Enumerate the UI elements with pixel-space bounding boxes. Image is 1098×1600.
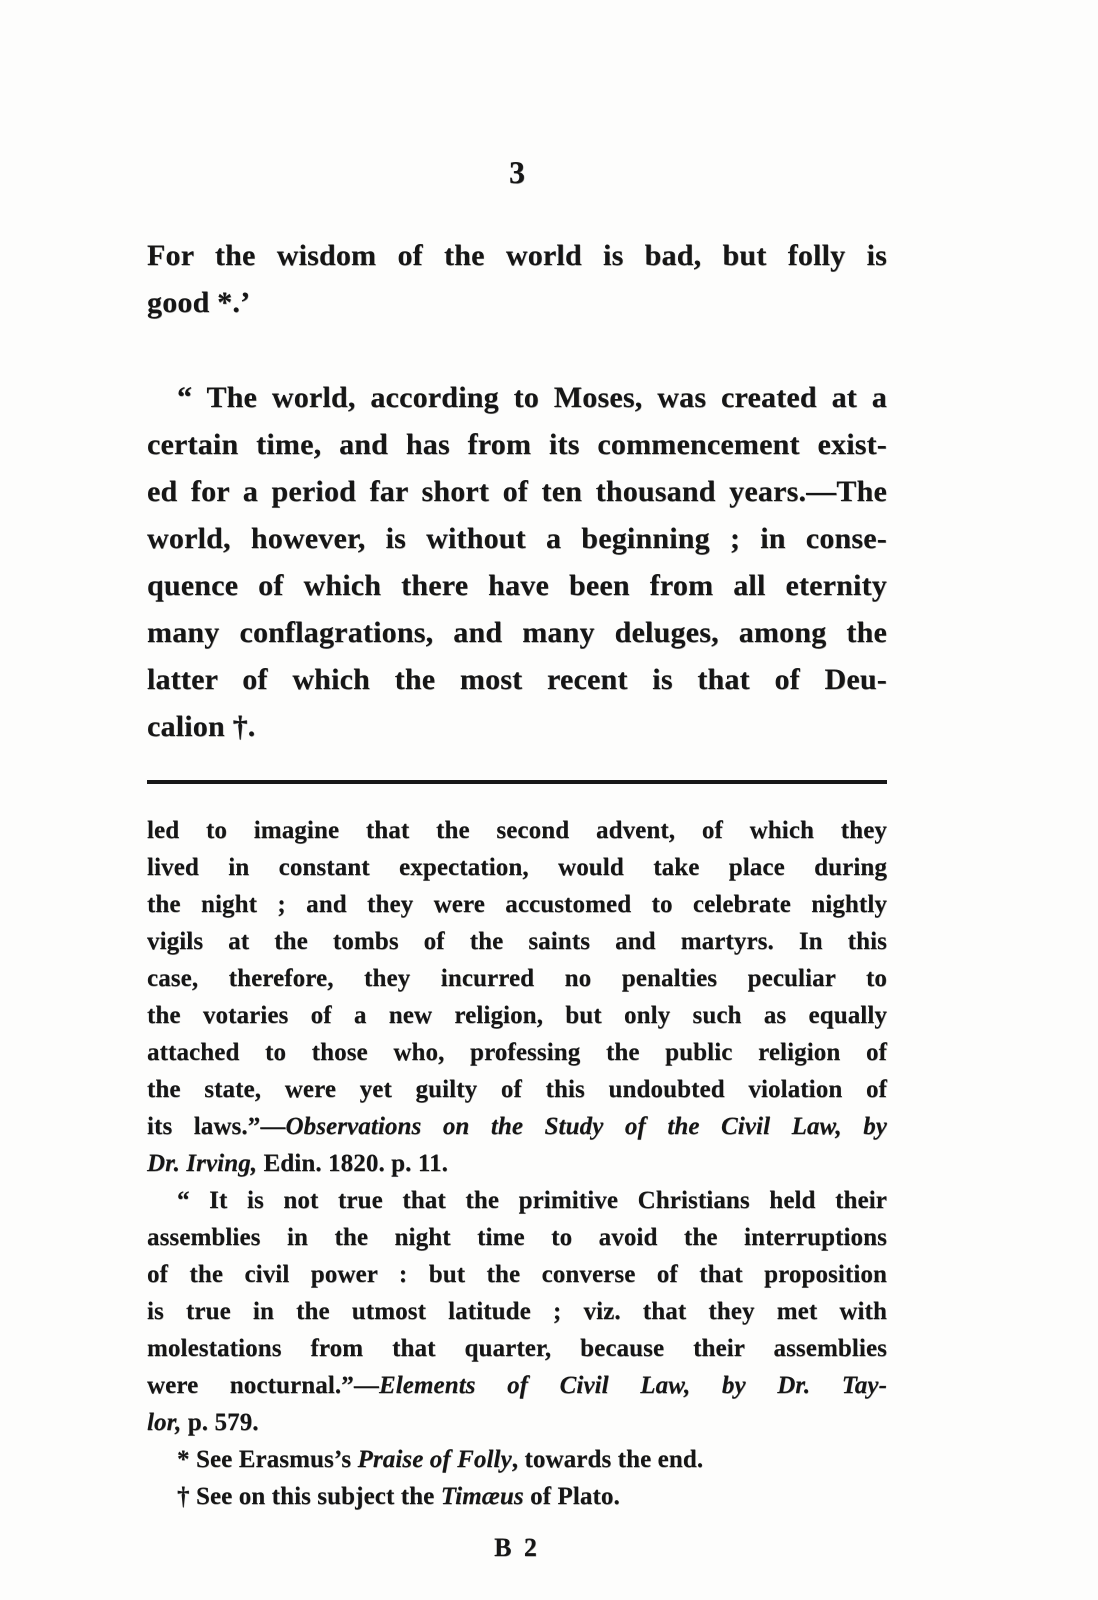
- text-segment: quence of which there have been from all eternity: [147, 569, 887, 602]
- text-segment: its laws.”—: [147, 1113, 286, 1140]
- text-segment: the state, were yet guilty of this undoubted violation of: [147, 1076, 887, 1103]
- text-segment: is true in the utmost latitude ; viz. that they met with: [147, 1298, 887, 1325]
- text-line: [147, 1219, 887, 1256]
- footnote-continuation: [147, 812, 887, 1182]
- text-line: [147, 960, 887, 997]
- text-line: [147, 1108, 887, 1145]
- page-number: 3: [509, 154, 525, 190]
- text-segment: case, therefore, they incurred no penalties peculiar to: [147, 965, 887, 992]
- text-segment: ed for a period far short of ten thousand years.—The: [147, 475, 887, 508]
- text-segment: assemblies in the night time to avoid the interruptions: [147, 1224, 887, 1251]
- text-line: [147, 562, 887, 609]
- text-line: [147, 232, 887, 279]
- text-line: [147, 1034, 887, 1071]
- footnote-divider-rule: [147, 780, 887, 784]
- text-line: [147, 515, 887, 562]
- text-line: [147, 1256, 887, 1293]
- text-line: [147, 1478, 887, 1515]
- text-line: [147, 923, 887, 960]
- text-line: [147, 997, 887, 1034]
- text-segment: world, however, is without a beginning ; in conse-: [147, 522, 887, 555]
- text-line: [147, 1404, 887, 1441]
- text-segment: * See Erasmus’s: [177, 1446, 358, 1473]
- text-line: [147, 1441, 887, 1478]
- main-text: [147, 232, 887, 750]
- text-segment: the night ; and they were accustomed to celebrate nightly: [147, 891, 887, 918]
- text-segment: For the wisdom of the world is bad, but folly is: [147, 239, 887, 272]
- text-line: [147, 1293, 887, 1330]
- text-line: [147, 1367, 887, 1404]
- text-segment: latter of which the most recent is that of Deu-: [147, 663, 887, 696]
- footnote-dagger: [147, 1478, 887, 1515]
- text-line: [147, 374, 887, 421]
- text-segment: of Plato.: [523, 1483, 620, 1510]
- text-line: [147, 1182, 887, 1219]
- signature-mark: B 2: [494, 1533, 540, 1562]
- footnote-asterisk: [147, 1441, 887, 1478]
- text-segment: attached to those who, professing the public religion of: [147, 1039, 887, 1066]
- text-segment: many conflagrations, and many deluges, among the: [147, 616, 887, 649]
- text-segment: “ It is not true that the primitive Christians held their: [177, 1187, 887, 1214]
- text-segment: the votaries of a new religion, but only such as equally: [147, 1002, 887, 1029]
- text-segment: Elements of Civil Law, by Dr. Tay-: [378, 1372, 887, 1399]
- footnotes: [147, 812, 887, 1515]
- text-segment: “ The world, according to Moses, was created at a: [177, 381, 887, 414]
- text-segment: Praise of Folly: [357, 1446, 512, 1473]
- text-line: [147, 703, 887, 750]
- text-line: [147, 1330, 887, 1367]
- text-segment: of the civil power : but the converse of that proposition: [147, 1261, 887, 1288]
- page-content: [147, 0, 887, 1563]
- text-line: [147, 609, 887, 656]
- text-segment: certain time, and has from its commencement exist-: [147, 428, 887, 461]
- text-segment: were nocturnal.”—: [147, 1372, 379, 1399]
- text-segment: vigils at the tombs of the saints and martyrs. In this: [147, 928, 887, 955]
- text-segment: Dr. Irving,: [147, 1150, 258, 1177]
- text-line: [147, 849, 887, 886]
- text-line: [147, 812, 887, 849]
- text-segment: Observations on the Study of the Civil Law, by: [285, 1113, 887, 1140]
- main-paragraph-quote: [147, 374, 887, 750]
- footnote-second-quote: [147, 1182, 887, 1441]
- text-segment: , towards the end.: [511, 1446, 704, 1473]
- text-line: [147, 886, 887, 923]
- text-line: [147, 1071, 887, 1108]
- text-line: [147, 468, 887, 515]
- main-paragraph-continuation: [147, 232, 887, 326]
- text-segment: lived in constant expectation, would take place during: [147, 854, 887, 881]
- text-line: [147, 1145, 887, 1182]
- text-line: [147, 656, 887, 703]
- text-segment: p. 579.: [181, 1409, 259, 1436]
- text-segment: Timæus: [440, 1483, 524, 1510]
- text-line: [147, 421, 887, 468]
- text-segment: molestations from that quarter, because their assemblies: [147, 1335, 887, 1362]
- text-segment: lor,: [147, 1409, 182, 1436]
- text-line: [147, 279, 887, 326]
- text-segment: led to imagine that the second advent, of which they: [147, 817, 887, 844]
- text-segment: calion †.: [147, 710, 256, 743]
- text-segment: † See on this subject the: [177, 1483, 441, 1510]
- text-segment: good *.’: [147, 286, 251, 319]
- text-segment: Edin. 1820. p. 11.: [257, 1150, 449, 1177]
